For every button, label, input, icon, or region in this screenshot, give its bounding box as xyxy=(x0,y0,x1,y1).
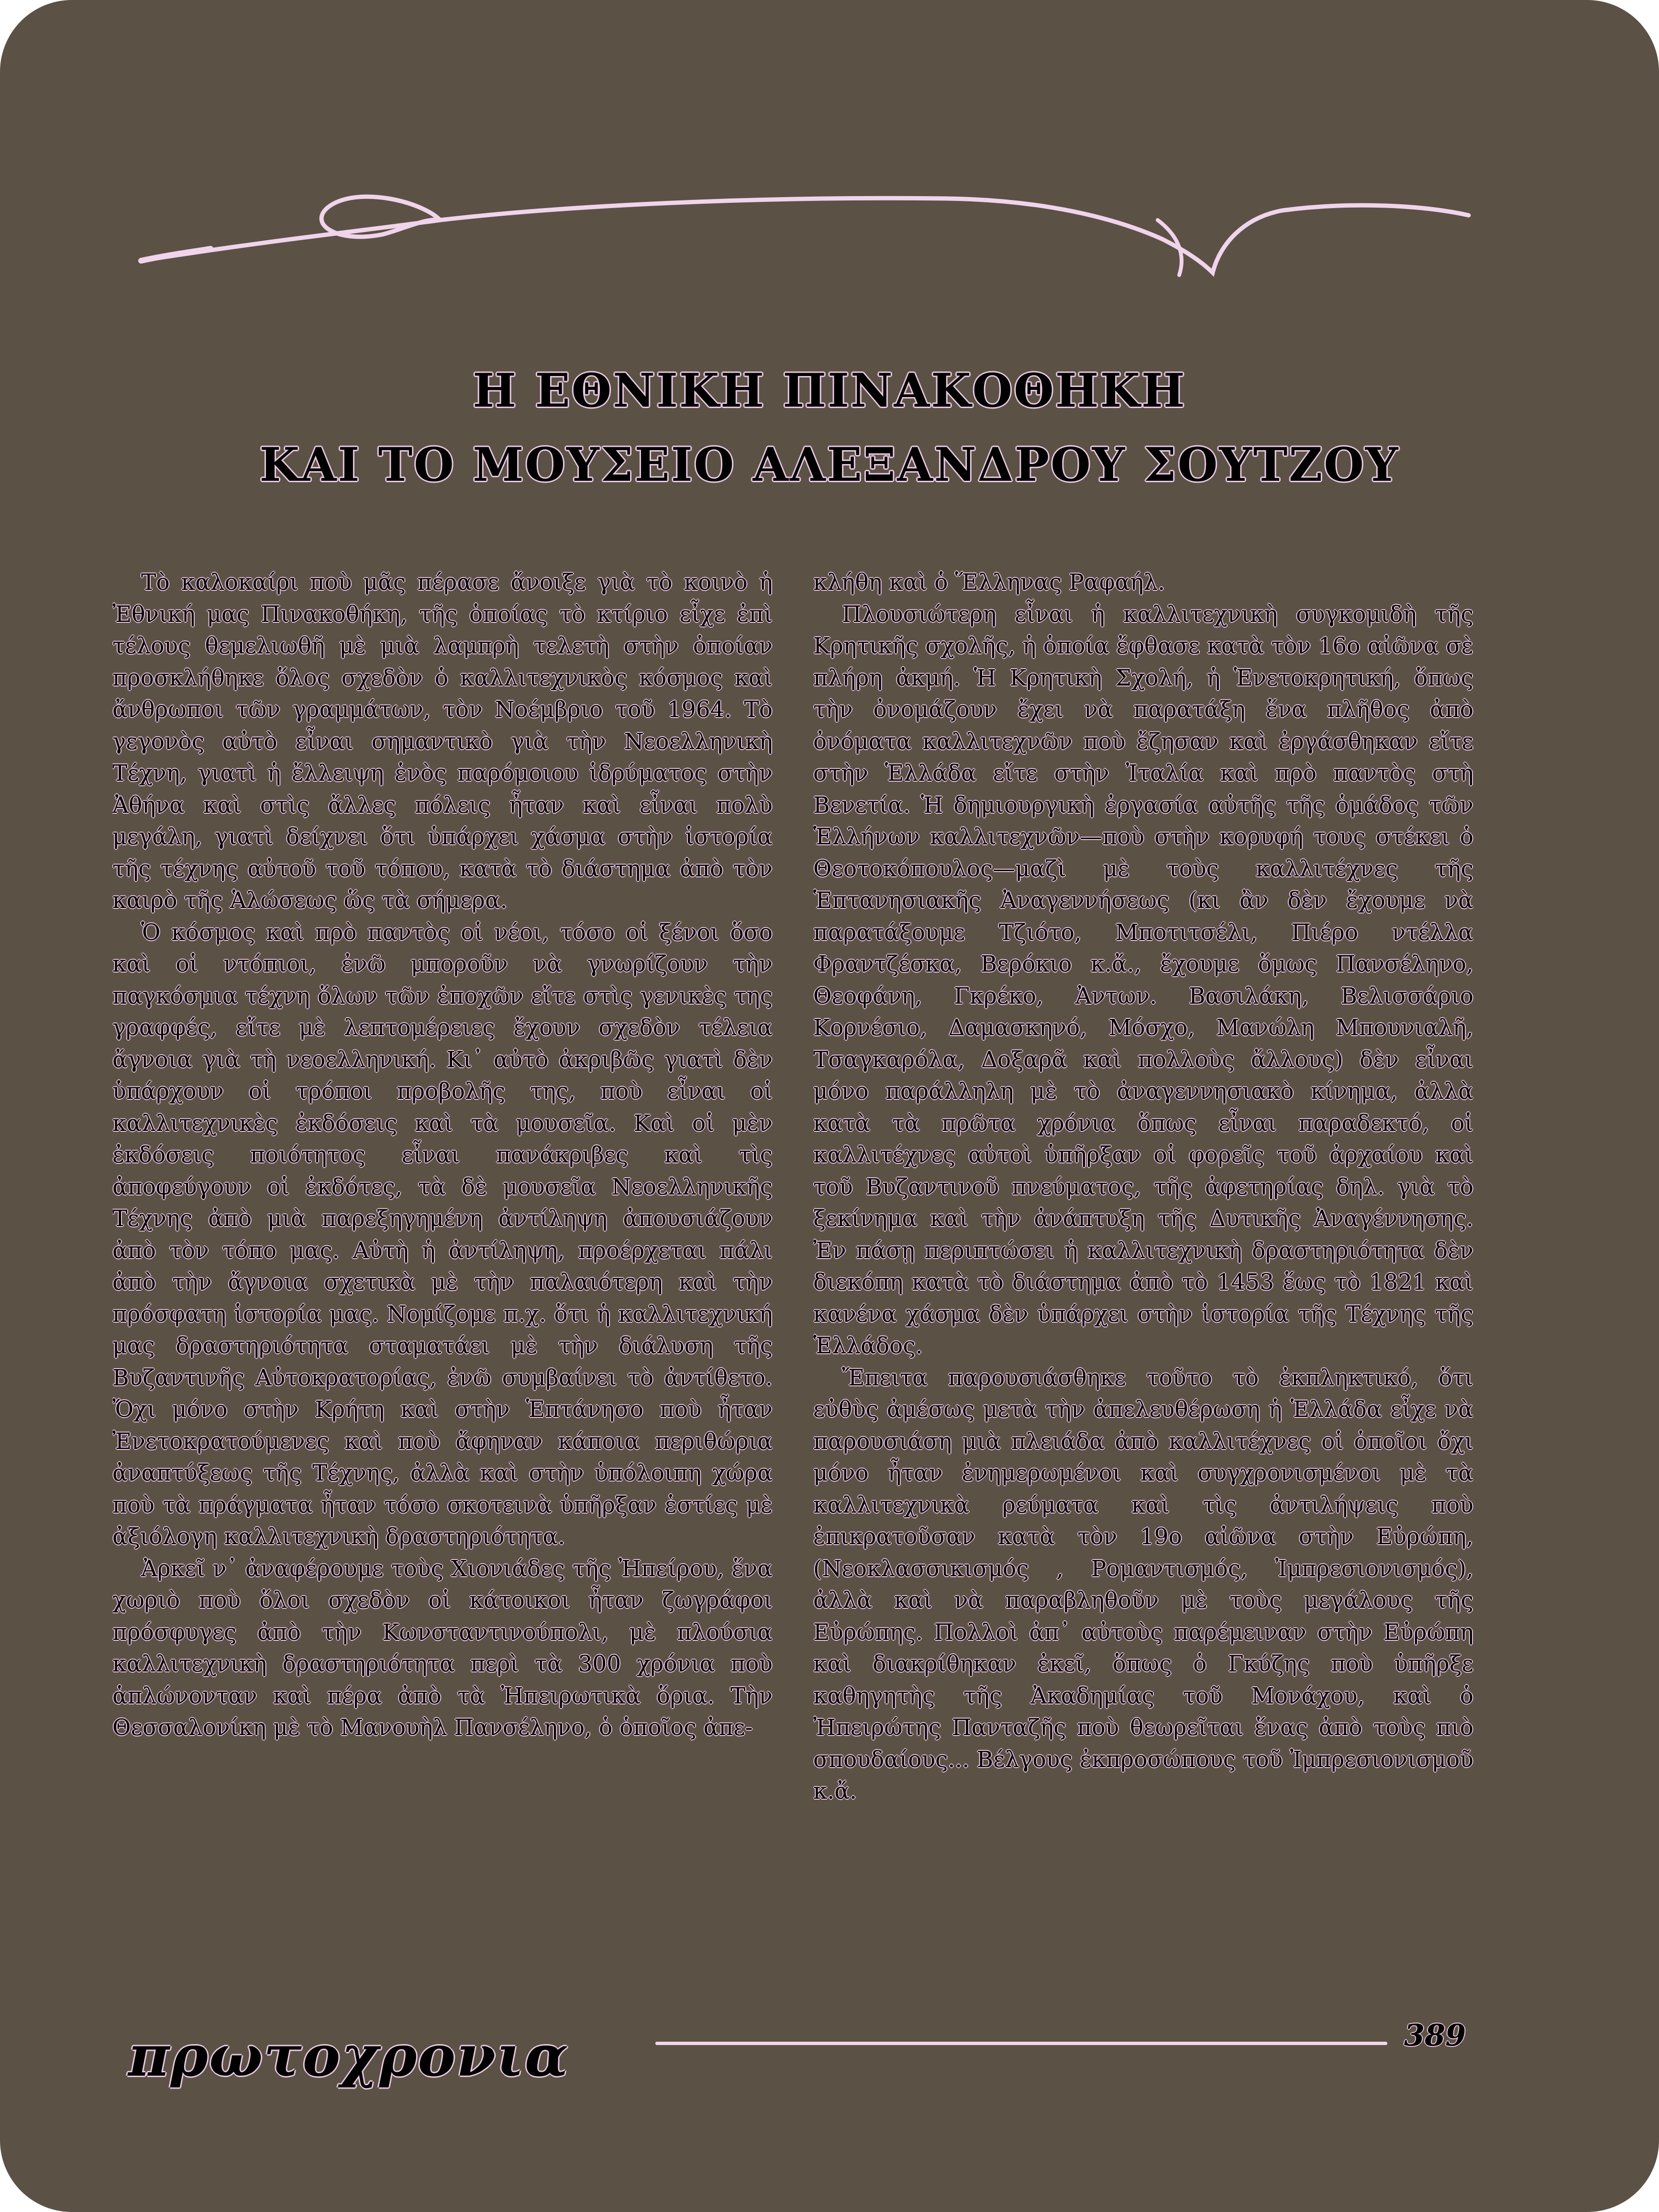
decorative-flourish-icon xyxy=(134,172,1473,282)
paragraph: Ἔπειτα παρουσιάσθηκε τοῦτο τὸ ἐκπληκτικό, ὅτι εὐθὺς ἀμέσως μετὰ τὴν ἀπελευθέρωση ἡ Ἑλλάδα εἶχε νὰ παρουσιάση μιὰ πλειάδα ἀπὸ καλλιτέχνες οἱ ὁποῖοι ὄχι μόνο ἦταν ἐνημερωμένοι καὶ συγχρονισμένοι μὲ τὰ καλλιτεχνικὰ ρεύματα καὶ τὶς ἀντιλήψεις ποὺ ἐπικρατοῦσαν κατὰ τὸν 19ο αἰῶνα στὴν Εὐρώπη, (Νεοκλασσικισμός , Ρομαντισμός, Ἰμπρεσιονισμός), ἀλλὰ καὶ νὰ παραβληθοῦν μὲ τοὺς μεγάλους τῆς Εὐρώπης. Πολλοὶ ἀπ᾿ αὐτοὺς παρέμειναν στὴν Εὐρώπη καὶ διακρίθηκαν ἐκεῖ, ὅπως ὁ Γκύζης ποὺ ὑπῆρξε καθηγητὴς τῆς Ἀκαδημίας τοῦ Μονάχου, καὶ ὁ Ἠπειρώτης Πανταζῆς ποὺ θεωρεῖται ἕνας ἀπὸ τοὺς πιὸ σπουδαίους... Βέλγους ἐκπροσώπους τοῦ Ἰμπρεσιονισμοῦ κ.ἄ. xyxy=(813,1364,1473,1804)
paragraph: Πλουσιώτερη εἶναι ἡ καλλιτεχνικὴ συγκομιδὴ τῆς Κρητικῆς σχολῆς, ἡ ὁποία ἔφθασε κατὰ τὸν 16ο αἰῶνα σὲ πλήρη ἀκμή. Ἡ Κρητικὴ Σχολή, ἡ Ἑνετοκρητική, ὅπως τὴν ὀνομάζουν ἔχει νὰ παρατάξη ἕνα πλῆθος ἀπὸ ὀνόματα καλλιτεχνῶν ποὺ ἔζησαν καὶ ἐργάσθηκαν εἴτε στὴν Ἑλλάδα εἴτε στὴν Ἰταλία καὶ πρὸ παντὸς στὴ Βενετία. Ἡ δημιουργικὴ ἐργασία αὐτῆς τῆς ὁμάδος τῶν Ἑλλήνων καλλιτεχνῶν—ποὺ στὴν κορυφή τους στέκει ὁ Θεοτοκόπουλος—μαζὶ μὲ τοὺς καλλιτέχνες τῆς Ἑπτανησιακῆς Ἀναγεννήσεως (κι ἂν δὲν ἔχουμε νὰ παρατάξουμε Τζιότο, Μποτιτσέλι, Πιέρο ντέλλα Φραντζέσκα, Βερόκιο κ.ἄ., ἔχουμε ὅμως Πανσέληνο, Θεοφάνη, Γκρέκο, Ἀντων. Βασιλάκη, Βελισσάριο Κορνέσιο, Δαμασκηνό, Μόσχο, Μανώλη Μπουνιαλῆ, Τσαγκαρόλα, Δοξαρᾶ καὶ πολλοὺς ἄλλους) δὲν εἶναι μόνο παράλληλη μὲ τὸ ἀναγεννησιακὸ κίνημα, ἀλλὰ κατὰ τὰ πρῶτα χρόνια ὅπως εἶναι παραδεκτό, οἱ καλλιτέχνες αὐτοὶ ὑπῆρξαν οἱ φορεῖς τοῦ ἀρχαίου καὶ τοῦ Βυζαντινοῦ πνεύματος, τῆς ἀφετηρίας δηλ. γιὰ τὸ ξεκίνημα καὶ τὴν ἀνάπτυξη τῆς Δυτικῆς Ἀναγέννησης. Ἐν πάσῃ περιπτώσει ἡ καλλιτεχνικὴ δραστηριότητα δὲν διεκόπη κατὰ τὸ διάστημα ἀπὸ τὸ 1453 ἕως τὸ 1821 καὶ κανένα χάσμα δὲν ὑπάρχει στὴν ἱστορία τῆς Τέχνης τῆς Ἑλλάδος. xyxy=(813,601,1473,1359)
paragraph: Τὸ καλοκαίρι ποὺ μᾶς πέρασε ἄνοιξε γιὰ τὸ κοινὸ ἡ Ἐθνική μας Πινακοθήκη, τῆς ὁποίας τὸ κτίριο εἶχε ἐπὶ τέλους θεμελιωθῆ μὲ μιὰ λαμπρὴ τελετὴ στὴν ὁποίαν προσκλήθηκε ὅλος σχεδὸν ὁ καλλιτεχνικὸς κόσμος καὶ ἄνθρωποι τῶν γραμμάτων, τὸν Νοέμβριο τοῦ 1964. Τὸ γεγονὸς αὐτὸ εἶναι σημαντικὸ γιὰ τὴν Νεοελληνικὴ Τέχνη, γιατὶ ἡ ἔλλειψη ἑνὸς παρόμοιου ἱδρύματος στὴν Ἀθήνα καὶ στὶς ἄλλες πόλεις ἦταν καὶ εἶναι πολὺ μεγάλη, γιατὶ δείχνει ὅτι ὑπάρχει χάσμα στὴν ἱστορία τῆς τέχνης αὐτοῦ τοῦ τόπου, κατὰ τὸ διάστημα ἀπὸ τὸν καιρὸ τῆς Ἁλώσεως ὥς τὰ σήμερα. xyxy=(112,569,773,914)
left-text-column xyxy=(112,567,773,1983)
article-title-line-1: Η ΕΘΝΙΚΗ ΠΙΝΑΚΟΘΗΚΗ xyxy=(473,364,1186,418)
footer-divider xyxy=(655,2042,1387,2045)
page-number: 389 xyxy=(1404,2018,1466,2053)
paragraph-continuation: κλήθη καὶ ὁ Ἕλληνας Ραφαήλ. xyxy=(813,569,1165,596)
right-text-column xyxy=(813,567,1473,1983)
paragraph: Ἀρκεῖ ν᾿ ἀναφέρουμε τοὺς Χιονιάδες τῆς Ἠπείρου, ἕνα χωριὸ ποὺ ὅλοι σχεδὸν οἱ κάτοικοι ἦταν ζωγράφοι πρόσφυγες ἀπὸ τὴν Κωνσταντινούπολι, μὲ πλούσια καλλιτεχνικὴ δραστηριότητα περὶ τὰ 300 χρόνια ποὺ ἁπλώνονταν καὶ πέρα ἀπὸ τὰ Ἠπειρωτικὰ ὅρια. Τὴν Θεσσαλονίκη μὲ τὸ Μανουὴλ Πανσέληνο, ὁ ὁποῖος ἀπε- xyxy=(112,1555,773,1741)
article-title-line-2: ΚΑΙ ΤΟ ΜΟΥΣΕΙΟ ΑΛΕΞΑΝΔΡΟΥ ΣΟΥΤΖΟΥ xyxy=(259,438,1400,492)
paragraph: Ὁ κόσμος καὶ πρὸ παντὸς οἱ νέοι, τόσο οἱ ξένοι ὅσο καὶ οἱ ντόπιοι, ἐνῶ μποροῦν νὰ γνωρίζουν τὴν παγκόσμια τέχνη ὅλων τῶν ἐποχῶν εἴτε στὶς γενικὲς της γραφφές, εἴτε μὲ λεπτομέρειες ἔχουν σχεδὸν τέλεια ἄγνοια γιὰ τὴ νεοελληνική. Κι᾿ αὐτὸ ἀκριβῶς γιατὶ δὲν ὑπάρχουν οἱ τρόποι προβολῆς της, ποὺ εἶναι οἱ καλλιτεχνικὲς ἐκδόσεις καὶ τὰ μουσεῖα. Καὶ οἱ μὲν ἐκδόσεις ποιότητος εἶναι πανάκριβες καὶ τὶς ἀποφεύγουν οἱ ἐκδότες, τὰ δὲ μουσεῖα Νεοελληνικῆς Τέχνης ἀπὸ μιὰ παρεξηγημένη ἀντίληψη ἀπουσιάζουν ἀπὸ τὸν τόπο μας. Αὐτὴ ἡ ἀντίληψη, προέρχεται πάλι ἀπὸ τὴν ἄγνοια σχετικὰ μὲ τὴν παλαιότερη καὶ τὴν πρόσφατη ἱστορία μας. Νομίζομε π.χ. ὅτι ἡ καλλιτεχνική μας δραστηριότητα σταματάει μὲ τὴν διάλυση τῆς Βυζαντινῆς Αὐτοκρατορίας, ἐνῶ συμβαίνει τὸ ἀντίθετο. Ὄχι μόνο στὴν Κρήτη καὶ στὴν Ἑπτάνησο ποὺ ἦταν Ἐνετοκρατούμενες καὶ ποὺ ἄφηναν κάποια περιθώρια ἀναπτύξεως τῆς Τέχνης, ἀλλὰ καὶ στὴν ὑπόλοιπη χώρα ποὺ τὰ πράγματα ἦταν τόσο σκοτεινὰ ὑπῆρξαν ἑστίες μὲ ἀξιόλογη καλλιτεχνικὴ δραστηριότητα. xyxy=(112,919,773,1550)
magazine-brand-name: πρωτοχρονια xyxy=(128,2023,569,2089)
